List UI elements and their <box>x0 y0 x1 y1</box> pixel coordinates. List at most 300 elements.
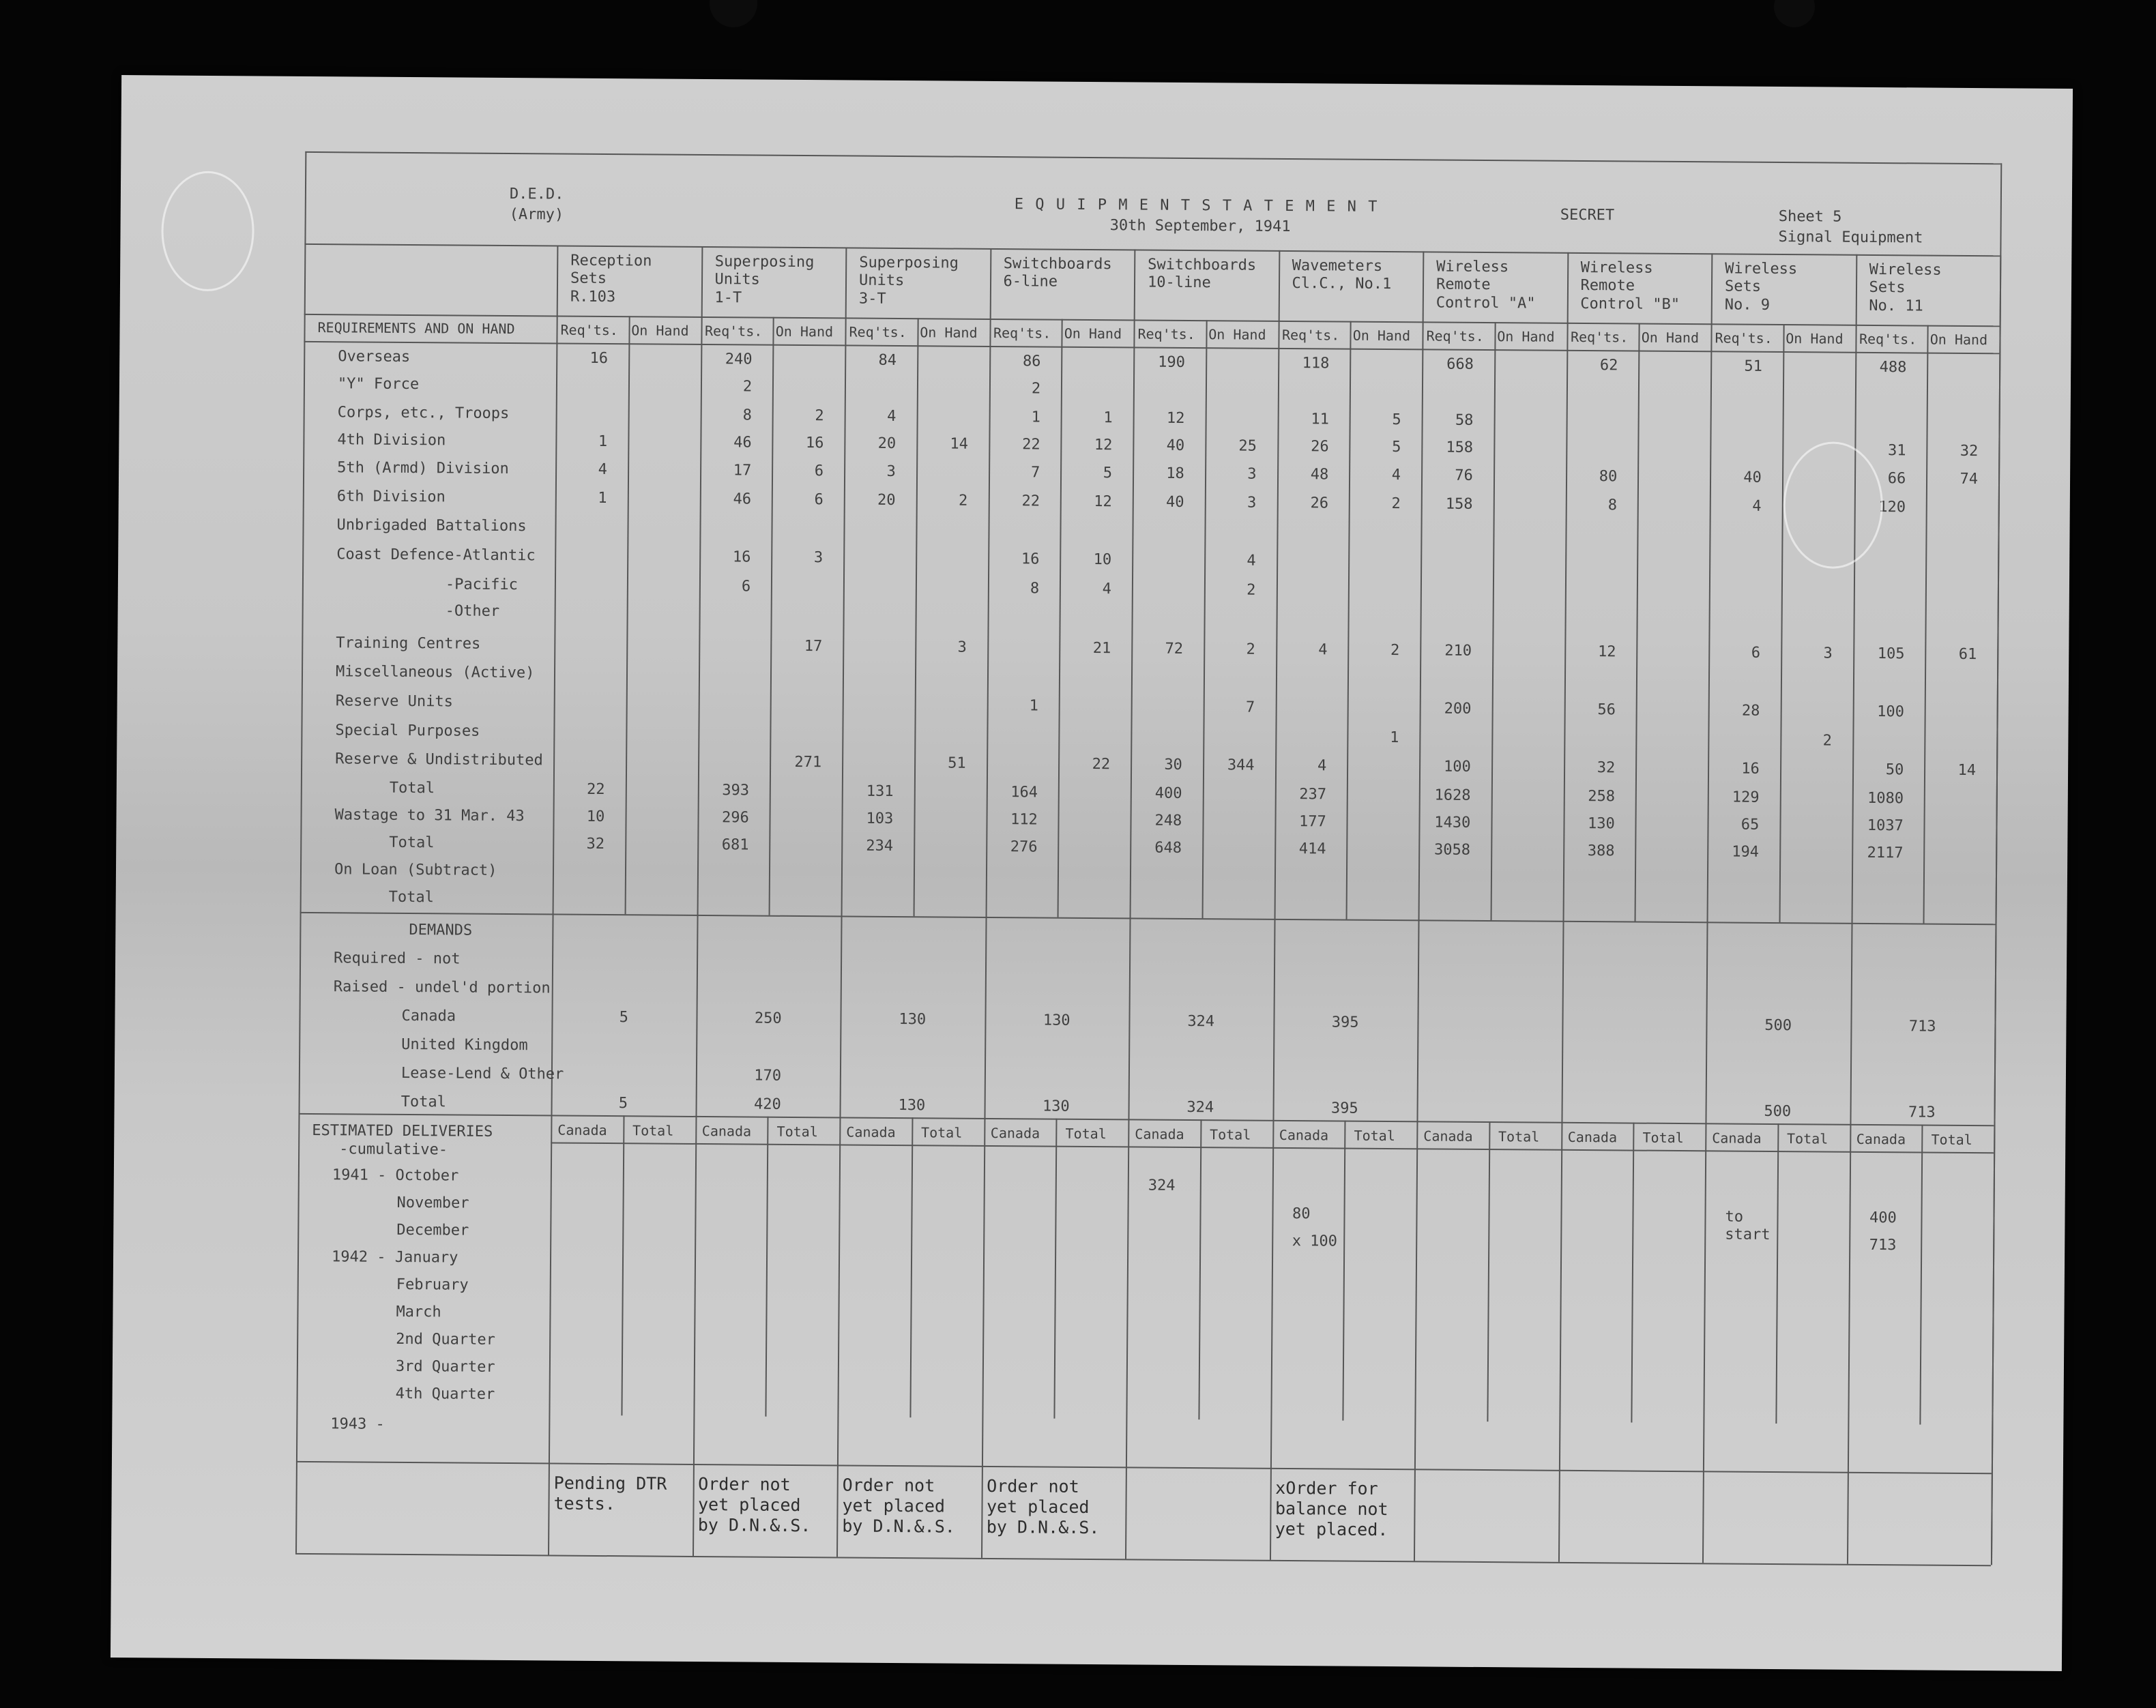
req-subheading: Req'ts. <box>560 321 618 339</box>
column-heading: Wireless Sets No. 11 <box>1869 261 1942 315</box>
rule-line <box>1198 1119 1201 1419</box>
table-cell: 4 <box>1247 552 1256 570</box>
row-label: Total <box>389 834 435 852</box>
delivery-value: 713 <box>1869 1236 1897 1254</box>
table-cell: 210 <box>1444 642 1472 660</box>
total-subheading: Total <box>632 1122 674 1139</box>
req-subheading: Req'ts. <box>993 324 1051 342</box>
rule-line <box>692 246 702 1556</box>
table-cell: 400 <box>1154 784 1182 802</box>
rule-line <box>1779 324 1784 922</box>
on-hand-subheading: On Hand <box>1929 331 1988 349</box>
demand-value: 324 <box>1186 1098 1214 1117</box>
delivery-value: x 100 <box>1292 1233 1338 1250</box>
table-cell: 72 <box>1165 640 1184 658</box>
table-cell: 344 <box>1227 756 1255 774</box>
office-sub: (Army) <box>509 206 564 224</box>
table-cell: 14 <box>950 435 968 453</box>
table-cell: 1080 <box>1867 789 1904 808</box>
table-cell: 240 <box>725 351 753 368</box>
demand-value: 713 <box>1908 1104 1936 1121</box>
table-cell: 194 <box>1732 843 1760 861</box>
note: Order not yet placed by D.N.&.S. <box>697 1473 811 1536</box>
on-hand-subheading: On Hand <box>1497 328 1555 345</box>
table-cell: 46 <box>733 490 752 508</box>
demand-value: 5 <box>618 1095 628 1113</box>
canada-subheading: Canada <box>701 1123 752 1140</box>
film-blot <box>1774 0 1815 27</box>
rule-line <box>300 912 1996 925</box>
table-cell: 4 <box>598 460 607 479</box>
rule-line <box>1487 1121 1490 1422</box>
rule-line <box>295 1553 1991 1566</box>
demand-value: 420 <box>753 1095 781 1113</box>
film-blot <box>710 0 757 27</box>
table-cell: 74 <box>1960 470 1979 488</box>
row-label: Overseas <box>338 348 411 366</box>
rule-line <box>621 1115 624 1415</box>
on-hand-subheading: On Hand <box>1208 326 1266 343</box>
row-label: 6th Division <box>336 488 446 506</box>
table-cell: 6 <box>814 491 824 509</box>
delivery-label: November <box>396 1194 469 1212</box>
total-subheading: Total <box>921 1124 963 1141</box>
delivery-label: March <box>396 1303 441 1321</box>
table-cell: 3 <box>886 462 896 480</box>
rule-line <box>1054 1119 1058 1419</box>
table-cell: 120 <box>1878 499 1906 516</box>
demands-heading: DEMANDS <box>409 922 473 939</box>
table-cell: 668 <box>1446 355 1474 373</box>
table-cell: 65 <box>1740 816 1760 834</box>
row-label: Reserve & Undistributed <box>335 750 543 769</box>
table-cell: 1430 <box>1434 814 1471 831</box>
table-cell: 48 <box>1310 466 1329 484</box>
table-cell: 100 <box>1877 703 1905 721</box>
rule-line <box>766 1117 769 1417</box>
rule-line <box>1991 255 2001 1565</box>
rule-line <box>1125 249 1135 1559</box>
delivery-label: 1941 - October <box>332 1166 459 1185</box>
rule-line <box>769 317 774 915</box>
rule-line <box>1343 1121 1346 1421</box>
table-cell: 51 <box>1744 357 1763 375</box>
canada-subheading: Canada <box>1712 1130 1762 1147</box>
table-cell: 2 <box>815 407 824 425</box>
table-cell: 130 <box>1587 815 1615 833</box>
table-cell: 17 <box>733 462 752 480</box>
table-cell: 3 <box>957 638 967 656</box>
column-heading: Superposing Units 3-T <box>858 254 959 308</box>
statement-date: 30th September, 1941 <box>1109 217 1291 236</box>
table-cell: 1 <box>1390 729 1399 747</box>
table-cell: 28 <box>1741 702 1760 720</box>
column-heading: Wireless Sets No. 9 <box>1724 260 1798 314</box>
table-cell: 248 <box>1154 812 1182 829</box>
demand-value: 713 <box>1908 1018 1936 1035</box>
column-heading: Wireless Remote Control "B" <box>1580 259 1680 313</box>
table-cell: 4 <box>1752 497 1762 515</box>
demand-label: United Kingdom <box>401 1035 528 1055</box>
demand-label: Raised - undel'd portion <box>333 978 551 997</box>
statement-table <box>121 75 2073 1540</box>
table-cell: 4 <box>1318 641 1328 659</box>
req-subheading: Req'ts. <box>1281 326 1340 344</box>
delivery-label: 1942 - January <box>331 1248 458 1267</box>
table-cell: 4 <box>1391 467 1401 484</box>
table-cell: 40 <box>1166 437 1185 454</box>
table-cell: 100 <box>1444 758 1471 776</box>
table-cell: 6 <box>1751 644 1761 662</box>
rule-line <box>1923 325 1929 924</box>
table-cell: 32 <box>586 835 605 853</box>
table-cell: 3 <box>1247 465 1257 483</box>
req-subheading: Req'ts. <box>849 323 907 341</box>
column-heading: Superposing Units 1-T <box>714 253 815 307</box>
table-cell: 21 <box>1092 640 1111 658</box>
table-cell: 12 <box>1166 409 1185 427</box>
table-cell: 2 <box>742 378 753 396</box>
on-hand-subheading: On Hand <box>1064 325 1122 342</box>
table-cell: 12 <box>1597 643 1616 661</box>
table-cell: 25 <box>1238 437 1257 455</box>
table-cell: 258 <box>1588 788 1616 806</box>
table-cell: 1628 <box>1434 786 1471 804</box>
demand-label: Canada <box>401 1007 456 1025</box>
rule-line <box>1920 1125 1923 1425</box>
delivery-label: December <box>396 1221 469 1239</box>
table-cell: 2 <box>1390 642 1400 660</box>
table-cell: 1 <box>598 432 608 451</box>
table-cell: 76 <box>1455 467 1473 484</box>
total-subheading: Total <box>1065 1125 1107 1143</box>
table-cell: 16 <box>805 435 824 452</box>
row-label: Training Centres <box>336 634 481 653</box>
table-cell: 18 <box>1166 465 1184 482</box>
table-cell: 20 <box>877 491 896 509</box>
req-subheading: Req'ts. <box>1859 330 1917 348</box>
delivery-value: 80 <box>1292 1205 1311 1223</box>
demand-value: 170 <box>754 1067 782 1085</box>
table-cell: 86 <box>1022 353 1041 370</box>
delivery-label: February <box>396 1276 469 1294</box>
table-cell: 158 <box>1445 495 1473 513</box>
delivery-label: 1943 - <box>330 1415 385 1433</box>
document-sheet <box>111 75 2073 1671</box>
table-cell: 22 <box>587 780 605 799</box>
delivery-value: to start <box>1725 1208 1771 1244</box>
rule-line <box>1490 322 1496 920</box>
row-label: Wastage to 31 Mar. 43 <box>334 806 525 825</box>
note: Pending DTR tests. <box>553 1473 667 1514</box>
rule-line <box>1414 251 1424 1561</box>
column-heading: Switchboards 6-line <box>1003 255 1112 291</box>
rule-line <box>295 151 306 1553</box>
row-label: Total <box>389 779 435 797</box>
table-cell: 158 <box>1446 439 1474 456</box>
rule-line <box>305 151 2000 164</box>
table-cell: 3 <box>813 549 824 567</box>
demand-value: 130 <box>1043 1012 1070 1029</box>
table-cell: 26 <box>1311 438 1329 456</box>
req-subheading: Req'ts. <box>1570 328 1629 346</box>
table-cell: 129 <box>1732 789 1760 806</box>
demand-label: Total <box>400 1093 446 1111</box>
table-cell: 2 <box>1246 640 1255 658</box>
delivery-value: 400 <box>1869 1209 1897 1227</box>
row-label: -Pacific <box>445 576 518 594</box>
statement-title: E Q U I P M E N T S T A T E M E N T <box>1014 196 1379 216</box>
table-cell: 1 <box>1103 409 1113 427</box>
table-cell: 22 <box>1022 436 1040 454</box>
demand-label: Required - not <box>334 949 461 968</box>
table-cell: 26 <box>1310 495 1329 512</box>
row-label: 5th (Armd) Division <box>337 459 509 478</box>
classification: SECRET <box>1560 206 1615 224</box>
table-cell: 2 <box>1031 380 1041 398</box>
table-cell: 5 <box>1103 465 1113 482</box>
sheet-subject: Signal Equipment <box>1778 229 1923 247</box>
table-cell: 14 <box>1957 761 1977 780</box>
demand-value: 5 <box>619 1009 628 1027</box>
table-cell: 22 <box>1021 492 1040 510</box>
column-heading: Switchboards 10-line <box>1147 256 1257 292</box>
light-reflection <box>161 171 254 291</box>
table-cell: 1 <box>1029 697 1039 715</box>
row-label: On Loan (Subtract) <box>334 861 497 879</box>
on-hand-subheading: On Hand <box>1641 329 1700 347</box>
table-cell: 80 <box>1599 468 1618 486</box>
table-cell: 190 <box>1158 353 1186 371</box>
demand-value: 500 <box>1764 1016 1792 1035</box>
delivery-label: 2nd Quarter <box>396 1330 495 1349</box>
demand-value: 500 <box>1764 1102 1792 1121</box>
table-cell: 2 <box>1391 495 1401 513</box>
table-cell: 12 <box>1094 493 1112 511</box>
table-cell: 8 <box>742 407 753 424</box>
on-hand-subheading: On Hand <box>775 323 834 340</box>
table-cell: 46 <box>733 434 752 452</box>
table-cell: 16 <box>1741 760 1760 778</box>
rule-line <box>1775 1123 1779 1424</box>
row-label: Special Purposes <box>335 722 480 740</box>
table-cell: 177 <box>1298 813 1326 831</box>
req-subheading: Req'ts. <box>704 323 763 340</box>
total-subheading: Total <box>1786 1130 1829 1147</box>
canada-subheading: Canada <box>990 1124 1040 1142</box>
canada-subheading: Canada <box>1423 1128 1473 1145</box>
note: Order not yet placed by D.N.&.S. <box>986 1475 1100 1538</box>
total-subheading: Total <box>1209 1126 1251 1143</box>
table-cell: 2 <box>958 492 968 510</box>
demand-value: 250 <box>754 1010 782 1027</box>
total-subheading: Total <box>1931 1131 1972 1149</box>
table-cell: 8 <box>1607 497 1618 514</box>
demand-value: 130 <box>1042 1098 1070 1115</box>
table-cell: 648 <box>1154 839 1182 857</box>
table-cell: 276 <box>1010 838 1038 856</box>
demand-value: 395 <box>1330 1100 1358 1117</box>
office: D.E.D. <box>509 186 564 203</box>
req-subheading: Req'ts. <box>1137 325 1195 343</box>
table-cell: 12 <box>1094 437 1113 454</box>
canada-subheading: Canada <box>1135 1125 1184 1143</box>
table-cell: 4 <box>887 407 897 425</box>
rule-line <box>1558 252 1568 1562</box>
table-cell: 118 <box>1302 355 1330 372</box>
table-cell: 681 <box>721 836 749 854</box>
table-cell: 20 <box>877 435 897 452</box>
table-cell: 30 <box>1164 756 1182 774</box>
row-label: Coast Defence-Atlantic <box>336 546 536 565</box>
table-cell: 393 <box>722 782 750 799</box>
table-cell: 56 <box>1597 701 1616 719</box>
demand-value: 130 <box>899 1011 927 1029</box>
delivery-label: 3rd Quarter <box>395 1357 495 1376</box>
table-cell: 112 <box>1010 811 1038 829</box>
note: xOrder for balance not yet placed. <box>1274 1477 1388 1540</box>
rule-line <box>980 248 991 1558</box>
row-label: Corps, etc., Troops <box>337 404 510 423</box>
rule-line <box>304 314 2000 327</box>
table-cell: 31 <box>1888 442 1906 460</box>
column-heading: Reception Sets R.103 <box>570 252 652 306</box>
table-cell: 84 <box>878 351 897 369</box>
canada-subheading: Canada <box>1856 1130 1906 1148</box>
delivery-label: 4th Quarter <box>395 1385 495 1403</box>
table-cell: 237 <box>1299 786 1327 804</box>
row-label: "Y" Force <box>337 375 420 394</box>
table-cell: 61 <box>1958 645 1977 664</box>
canada-subheading: Canada <box>557 1121 607 1139</box>
table-cell: 414 <box>1298 840 1326 858</box>
table-cell: 17 <box>804 638 823 656</box>
table-cell: 105 <box>1877 645 1905 663</box>
table-cell: 4 <box>1317 757 1327 775</box>
rule-line <box>1702 253 1713 1563</box>
table-cell: 16 <box>589 349 609 368</box>
table-cell: 32 <box>1960 442 1979 460</box>
table-cell: 62 <box>1599 357 1618 374</box>
row-label: Reserve Units <box>335 692 454 711</box>
column-heading: Wireless Remote Control "A" <box>1436 258 1536 312</box>
total-subheading: Total <box>1642 1129 1684 1147</box>
table-cell: 103 <box>866 810 894 827</box>
rule-line <box>1346 321 1352 919</box>
table-cell: 271 <box>794 753 822 771</box>
canada-subheading: Canada <box>846 1123 896 1141</box>
table-cell: 7 <box>1245 698 1255 716</box>
rule-line <box>548 246 558 1555</box>
canada-subheading: Canada <box>1567 1128 1618 1146</box>
table-cell: 7 <box>1031 464 1040 482</box>
sheet-number: Sheet 5 <box>1778 208 1842 226</box>
row-label: Unbrigaded Battalions <box>336 516 527 535</box>
table-cell: 164 <box>1010 784 1038 801</box>
rule-line <box>1631 1123 1635 1423</box>
table-cell: 5 <box>1392 411 1401 429</box>
rule-line <box>624 316 630 914</box>
rule-line <box>296 1461 1992 1474</box>
demand-value: 324 <box>1187 1012 1215 1031</box>
table-cell: 296 <box>721 809 749 827</box>
table-cell: 1 <box>598 489 607 507</box>
table-cell: 200 <box>1444 700 1472 718</box>
table-cell: 388 <box>1587 842 1615 860</box>
deliveries-heading: ESTIMATED DELIVERIES <box>312 1122 493 1140</box>
table-cell: 51 <box>948 754 966 772</box>
light-reflection <box>1783 441 1883 569</box>
table-cell: 4 <box>1102 580 1111 598</box>
table-cell: 16 <box>1021 550 1040 568</box>
table-cell: 66 <box>1887 470 1906 488</box>
rule-line <box>1269 250 1279 1560</box>
row-label: -Other <box>445 602 500 620</box>
table-cell: 2 <box>1247 581 1256 599</box>
table-cell: 3 <box>1823 645 1833 662</box>
table-cell: 32 <box>1597 759 1616 777</box>
rule-line <box>1201 320 1207 918</box>
column-heading: Wavemeters Cl.C., No.1 <box>1292 257 1392 293</box>
on-hand-subheading: On Hand <box>920 324 978 341</box>
req-subheading: Req'ts. <box>1715 329 1773 347</box>
table-cell: 10 <box>1093 551 1112 569</box>
demand-value: 130 <box>898 1097 926 1115</box>
table-cell: 40 <box>1743 469 1762 486</box>
on-hand-subheading: On Hand <box>631 322 689 339</box>
table-cell: 488 <box>1879 359 1907 377</box>
row-label: Miscellaneous (Active) <box>335 663 535 682</box>
requirements-heading: REQUIREMENTS AND ON HAND <box>317 319 515 338</box>
rule-line <box>836 247 847 1557</box>
rule-line <box>909 1117 913 1417</box>
deliveries-sub: -cumulative- <box>339 1140 448 1159</box>
demand-value: 395 <box>1331 1014 1359 1031</box>
table-cell: 5 <box>1392 439 1401 456</box>
table-cell: 234 <box>866 837 894 855</box>
table-cell: 1 <box>1031 409 1040 426</box>
table-cell: 16 <box>732 548 751 566</box>
on-hand-subheading: On Hand <box>1352 327 1411 344</box>
table-cell: 2 <box>1822 732 1832 750</box>
rule-line <box>1058 319 1063 917</box>
table-cell: 3 <box>1247 494 1257 512</box>
total-subheading: Total <box>1498 1128 1540 1145</box>
table-cell: 10 <box>586 808 605 826</box>
req-subheading: Req'ts. <box>1426 327 1484 344</box>
rule-line <box>913 318 918 916</box>
table-cell: 50 <box>1885 761 1904 779</box>
delivery-value: 324 <box>1148 1177 1176 1194</box>
table-cell: 8 <box>1030 580 1040 598</box>
rule-line <box>304 244 2000 256</box>
table-cell: 131 <box>866 782 894 800</box>
table-cell: 22 <box>1092 756 1111 774</box>
table-cell: 11 <box>1311 411 1329 428</box>
table-cell: 58 <box>1455 411 1474 429</box>
table-cell: 2117 <box>1867 844 1904 862</box>
on-hand-subheading: On Hand <box>1786 330 1844 347</box>
table-cell: 40 <box>1165 493 1184 511</box>
total-subheading: Total <box>1354 1127 1395 1145</box>
table-cell: 6 <box>741 578 751 595</box>
row-label: Total <box>388 888 435 907</box>
total-subheading: Total <box>776 1123 818 1140</box>
table-cell: 3058 <box>1433 841 1471 859</box>
rule-line <box>1635 323 1640 922</box>
table-cell: 6 <box>814 462 824 480</box>
row-label: 4th Division <box>337 431 446 450</box>
